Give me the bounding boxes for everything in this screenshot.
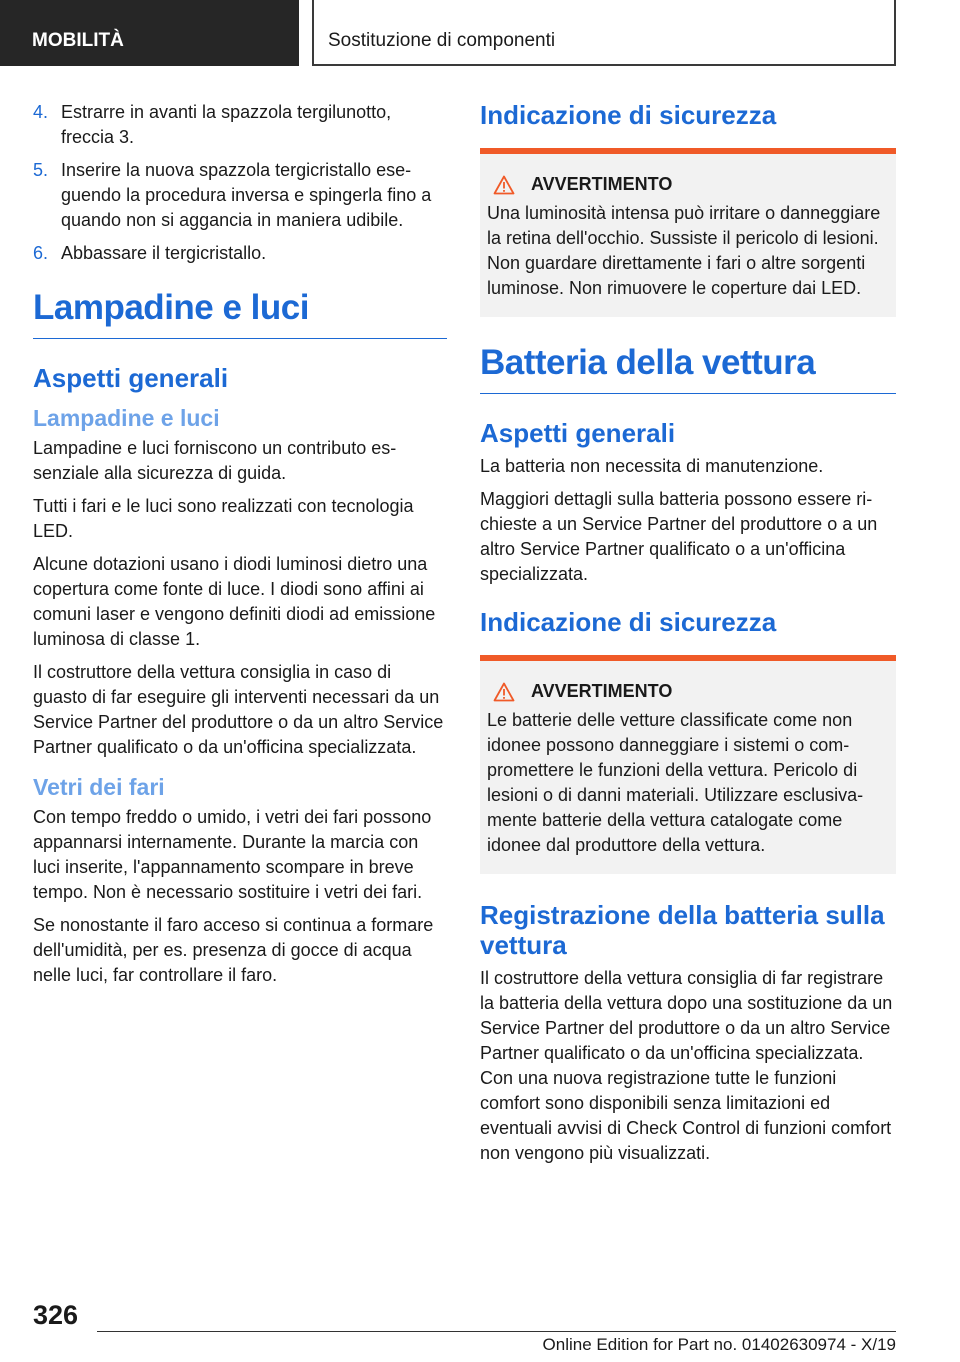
paragraph: Maggiori dettagli sulla batteria possono essere richieste a un Service Partner del produttore o a un altro Service Partner qualificato o a un'officina specializzata.: [480, 489, 878, 584]
footer-edition: Online Edition for Part no. 01402630974 - X/19: [542, 1335, 896, 1354]
warning-title: [487, 174, 888, 195]
chapter-title: Sostituzione di componenti: [312, 0, 896, 66]
section-tab: MOBILITÀ: [0, 0, 299, 66]
warning-text: Una luminosità intensa può irritare o danneggiare la retina dell'occhio. Sussiste il pericolo di lesioni. Non guardare direttamente i fari o altre sorgenti luminose. Non rimuovere le coperture dai LED.: [487, 203, 881, 298]
left-column: [33, 100, 447, 996]
step-text: Estrarre in avanti la spazzola tergilunotto, freccia 3.: [61, 102, 392, 147]
step-number: 4.: [33, 102, 49, 122]
heading-aspetti-generali: Aspetti generali: [33, 363, 229, 393]
paragraph: La batteria non necessita di manutenzione.: [480, 456, 824, 476]
heading-aspetti-generali: Aspetti generali: [480, 418, 676, 448]
heading-sicurezza: Indicazione di sicurezza: [480, 100, 777, 130]
step-text: Abbassare il tergicristallo.: [61, 243, 267, 263]
step-number: 5.: [33, 160, 49, 180]
paragraph: Alcune dotazioni usano i diodi luminosi dietro una copertura come fonte di luce. I diodi sono affini ai comuni laser e vengono definiti diodi ad emissione luminosa di classe 1.: [33, 554, 436, 649]
warning-label: AVVERTIMENTO: [531, 174, 673, 194]
page-number: 326: [33, 1300, 79, 1330]
subheading-lampadine: Lampadine e luci: [33, 405, 220, 431]
heading-batteria: Batteria della vettura: [480, 343, 896, 394]
paragraph: Se nonostante il faro acceso si continua a formare dell'umidità, per es. presenza di gocce di acqua nelle luci, far controllare il faro.: [33, 915, 434, 985]
list-item: [33, 100, 447, 150]
step-list: [33, 100, 447, 266]
heading-sicurezza: Indicazione di sicurezza: [480, 607, 777, 637]
warning-triangle-icon: [493, 682, 515, 702]
heading-lampadine: Lampadine e luci: [33, 288, 447, 339]
warning-box: [480, 148, 896, 317]
step-text: Inserire la nuova spazzola tergicristallo eseguendo la procedura inversa e spingerla fino a quando non si aggancia in maniera udibile.: [61, 160, 432, 230]
warning-box: [480, 655, 896, 874]
footer-divider: [97, 1331, 896, 1332]
warning-triangle-icon: [493, 175, 515, 195]
step-number: 6.: [33, 243, 49, 263]
right-column: [480, 100, 896, 1174]
subheading-vetri: Vetri dei fari: [33, 774, 165, 800]
list-item: [33, 241, 447, 266]
warning-label: AVVERTIMENTO: [531, 681, 673, 701]
warning-title: [487, 681, 888, 702]
paragraph: Con tempo freddo o umido, i vetri dei fari possono appannarsi internamente. Durante la marcia con luci inserite, l'appannamento scompare in breve tempo. Non è necessario sostituire i vetri dei fari.: [33, 807, 432, 902]
warning-text: Le batterie delle vetture classificate come non idonee possono danneggiare i sistemi o compromettere le funzioni della vettura. Pericolo di lesioni o di danni materiali. Utilizzare esclusivamente batterie della vettura catalogate come idonee dal produttore della vettura.: [487, 710, 864, 855]
paragraph: Il costruttore della vettura consiglia in caso di guasto di far eseguire gli interventi necessari da un Service Partner del produttore o da un altro Service Partner qualificato o da un'officina specializzata.: [33, 662, 444, 757]
paragraph: Il costruttore della vettura consiglia di far registrare la batteria della vettura dopo una sostituzione da un Service Partner del produttore o da un altro Service Partner qualificato o da un'officina specializzata. Con una nuova registrazione tutte le funzioni comfort sono disponibili senza limitazioni ed eventuali avvisi di Check Control di funzioni comfort non vengono più visualizzati.: [480, 968, 893, 1163]
heading-registrazione: Registrazione della batteria sulla vettura: [480, 900, 885, 960]
list-item: [33, 158, 447, 233]
paragraph: Lampadine e luci forniscono un contributo essenziale alla sicurezza di guida.: [33, 438, 397, 483]
paragraph: Tutti i fari e le luci sono realizzati con tecnologia LED.: [33, 496, 414, 541]
